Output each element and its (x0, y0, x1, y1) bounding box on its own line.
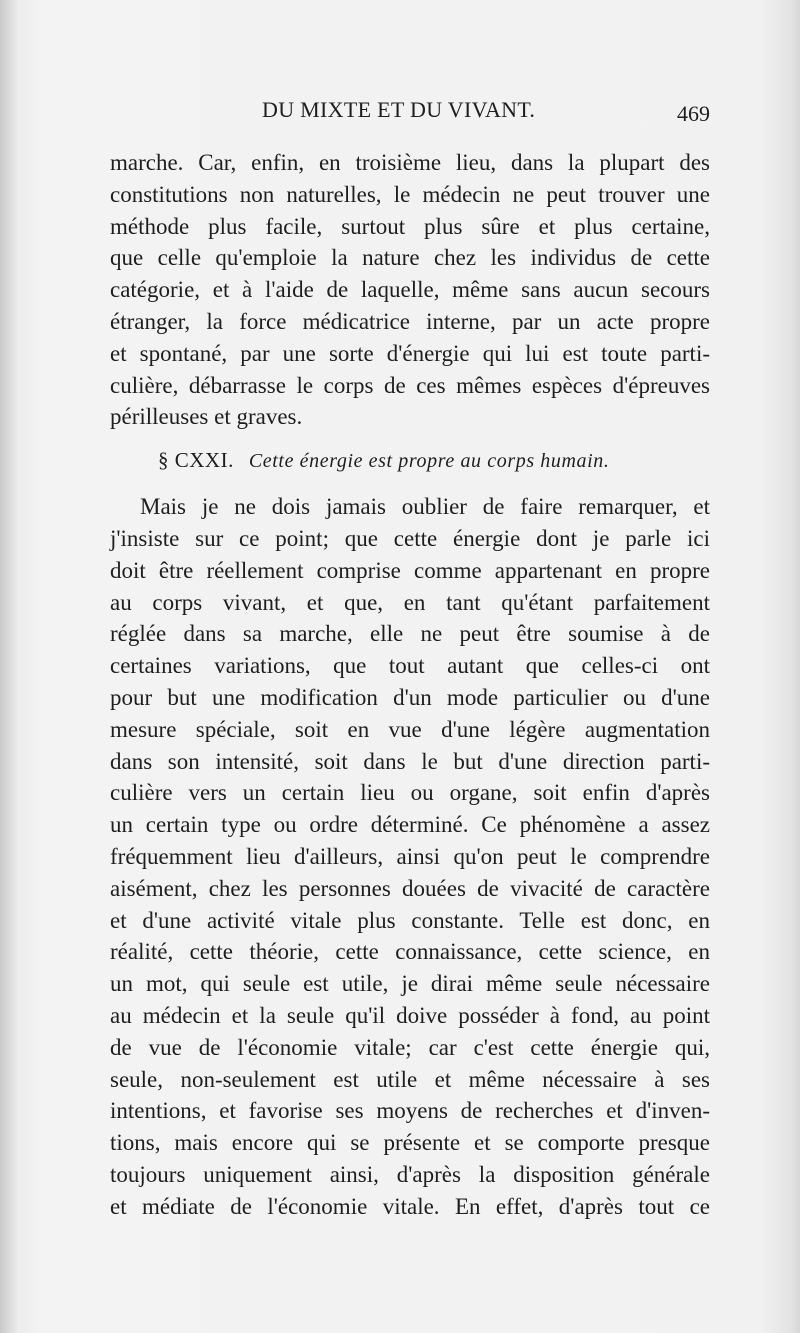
text-line: j'insiste sur ce point; que cette énergie dont je parle ici (110, 525, 710, 551)
text-line: au médecin et la seule qu'il doive posséder à fond, au point (110, 1002, 710, 1028)
running-title: DU MIXTE ET DU VIVANT. (262, 97, 536, 122)
text-line: constitutions non naturelles, le médecin ne peut trouver une (110, 181, 710, 207)
text-line: aisément, chez les personnes douées de vivacité de caractère (110, 875, 710, 901)
text-line: culière vers un certain lieu ou organe, soit enfin d'après (110, 780, 710, 806)
text-line: mesure spéciale, soit en vue d'une légère augmentation (110, 716, 710, 742)
text-line: méthode plus facile, surtout plus sûre et plus certaine, (110, 213, 710, 239)
text-line: culière, débarrasse le corps de ces mêmes espèces d'épreuves (110, 372, 710, 398)
text-block (110, 147, 710, 1223)
text-line: et spontané, par une sorte d'énergie qui lui est toute parti- (110, 340, 710, 366)
paragraph-1 (110, 147, 710, 433)
paragraph-2 (110, 491, 710, 1222)
text-line: certaines variations, que tout autant que celles-ci ont (110, 653, 710, 679)
running-head (0, 97, 800, 137)
text-line: au corps vivant, et que, en tant qu'étant parfaitement (110, 589, 710, 615)
text-line: réglée dans sa marche, elle ne peut être soumise à de (110, 621, 710, 647)
text-line: et médiate de l'économie vitale. En effet, d'après tout ce (110, 1193, 710, 1219)
text-line: réalité, cette théorie, cette connaissance, cette science, en (110, 939, 710, 965)
text-line: et d'une activité vitale plus constante. Telle est donc, en (110, 907, 710, 933)
section-number: § CXXI. (158, 448, 234, 473)
text-line: intentions, et favorise ses moyens de recherches et d'inven- (110, 1098, 710, 1124)
section-title: Cette énergie est propre au corps humain. (248, 450, 610, 473)
text-line: fréquemment lieu d'ailleurs, ainsi qu'on peut le comprendre (110, 843, 710, 869)
text-line: marche. Car, enfin, en troisième lieu, dans la plupart des (110, 150, 710, 175)
text-line: Mais je ne dois jamais oublier de faire remarquer, et (140, 494, 710, 520)
section-heading (110, 437, 710, 483)
text-line: pour but une modification d'un mode particulier ou d'une (110, 684, 710, 710)
text-line: périlleuses et graves. (110, 404, 303, 430)
text-line: doit être réellement comprise comme appartenant en propre (110, 557, 710, 583)
text-line: dans son intensité, soit dans le but d'une direction parti- (110, 748, 710, 774)
text-line: tions, mais encore qui se présente et se comporte presque (110, 1130, 710, 1156)
text-line: de vue de l'économie vitale; car c'est cette énergie qui, (110, 1034, 710, 1060)
text-line: seule, non-seulement est utile et même nécessaire à ses (110, 1066, 710, 1092)
page-number: 469 (677, 101, 710, 126)
text-line: que celle qu'emploie la nature chez les individus de cette (110, 245, 710, 271)
text-line: toujours uniquement ainsi, d'après la disposition générale (110, 1161, 710, 1187)
text-line: un mot, qui seule est utile, je dirai même seule nécessaire (110, 971, 710, 997)
text-line: catégorie, et à l'aide de laquelle, même sans aucun secours (110, 277, 710, 303)
text-line: étranger, la force médicatrice interne, par un acte propre (110, 308, 710, 334)
text-line: un certain type ou ordre déterminé. Ce phénomène a assez (110, 812, 710, 838)
